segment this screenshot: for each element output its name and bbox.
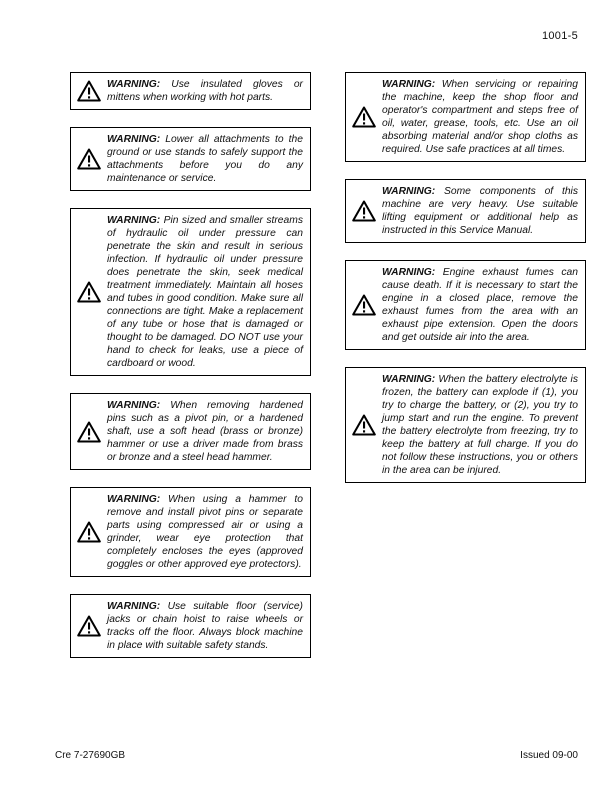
warning-label: WARNING: bbox=[382, 79, 436, 90]
warning-label: WARNING: bbox=[107, 215, 161, 226]
warning-label: WARNING: bbox=[107, 79, 161, 90]
warning-text bbox=[382, 78, 578, 156]
footer-issue-date: Issued 09-00 bbox=[520, 750, 578, 761]
warning-triangle-icon bbox=[351, 200, 377, 222]
warning-triangle-icon bbox=[351, 414, 377, 436]
warning-body: When the battery electrolyte is frozen, the battery can explode if (1), you try to charge the battery, or (2), you try to jump start and run the engine. To prevent the battery electrolyte from freezing, try to keep the battery at full charge. If you do not follow these instructions, you or others in the area can be injured. bbox=[382, 374, 578, 476]
warning-box bbox=[345, 367, 586, 483]
warning-text bbox=[382, 185, 578, 237]
warning-body: Pin sized and smaller streams of hydraulic oil under pressure can penetrate the skin and result in serious infection. If hydraulic oil under pressure does penetrate the skin, seek medical treatment immediately. Maintain all hoses and tubes in good condition. Make sure all connections are tight. Make a replacement of any tube or hose that is damaged or thought to be damaged. DO NOT use your hand to check for leaks, use a piece of cardboard or wood. bbox=[107, 215, 303, 369]
warning-triangle-icon bbox=[76, 421, 102, 443]
warning-label: WARNING: bbox=[107, 134, 161, 145]
footer-document-code: Cre 7-27690GB bbox=[55, 750, 126, 761]
warning-text bbox=[107, 78, 303, 104]
warning-text bbox=[107, 493, 303, 571]
warning-body: Lower all attachments to the ground or use stands to safely support the attachments before you do any maintenance or service. bbox=[107, 134, 303, 184]
warning-triangle-icon bbox=[76, 80, 102, 102]
warning-triangle-icon bbox=[76, 148, 102, 170]
warning-triangle-icon bbox=[76, 615, 102, 637]
warning-box bbox=[70, 127, 311, 191]
warning-box bbox=[345, 260, 586, 350]
warning-body: Engine exhaust fumes can cause death. If it is necessary to start the engine in a closed place, remove the exhaust fumes from the area with an exhaust pipe extension. Open the doors and get outside air into the area. bbox=[382, 267, 578, 343]
page-footer bbox=[55, 750, 578, 761]
warning-label: WARNING: bbox=[107, 494, 161, 505]
warning-box bbox=[345, 179, 586, 243]
page-number: 1001-5 bbox=[541, 30, 578, 42]
warning-body: Some components of this machine are very heavy. Use suitable lifting equipment or additional help as instructed in this Service Manual. bbox=[382, 186, 578, 236]
warning-triangle-icon bbox=[76, 281, 102, 303]
warning-text bbox=[107, 600, 303, 652]
warning-box bbox=[70, 72, 311, 110]
warning-triangle-icon bbox=[351, 106, 377, 128]
warning-text bbox=[107, 399, 303, 464]
right-column bbox=[345, 72, 586, 483]
warning-triangle-icon bbox=[351, 294, 377, 316]
warning-label: WARNING: bbox=[382, 374, 436, 385]
warning-body: Use insulated gloves or mittens when working with hot parts. bbox=[107, 79, 303, 103]
warning-box bbox=[345, 72, 586, 162]
left-column bbox=[70, 72, 311, 658]
warning-body: When using a hammer to remove and install pivot pins or separate parts using compressed air or using a grinder, wear eye protection that completely encloses the eyes (approved goggles or other approved eye protectors). bbox=[107, 494, 303, 570]
warning-text bbox=[382, 373, 578, 477]
warning-box bbox=[70, 208, 311, 376]
warning-triangle-icon bbox=[76, 521, 102, 543]
warning-body: Use suitable floor (service) jacks or chain hoist to raise wheels or tracks off the floor. Always block machine in place with suitable safety stands. bbox=[107, 601, 303, 651]
warning-body: When removing hardened pins such as a pivot pin, or a hardened shaft, use a soft head (brass or bronze) hammer or use a driver made from brass or bronze and a steel head hammer. bbox=[107, 400, 303, 463]
warning-text bbox=[382, 266, 578, 344]
warning-box bbox=[70, 594, 311, 658]
warning-box bbox=[70, 487, 311, 577]
warning-label: WARNING: bbox=[382, 186, 436, 197]
warning-body: When servicing or repairing the machine, keep the shop floor and operator's compartment and steps free of oil, water, grease, tools, etc. Use an oil absorbing material and/or shop cloths as required. Use safe practices at all times. bbox=[382, 79, 578, 155]
warning-text bbox=[107, 133, 303, 185]
warning-text bbox=[107, 214, 303, 370]
warning-label: WARNING: bbox=[382, 267, 436, 278]
warning-box bbox=[70, 393, 311, 470]
warning-label: WARNING: bbox=[107, 400, 161, 411]
warning-label: WARNING: bbox=[107, 601, 161, 612]
